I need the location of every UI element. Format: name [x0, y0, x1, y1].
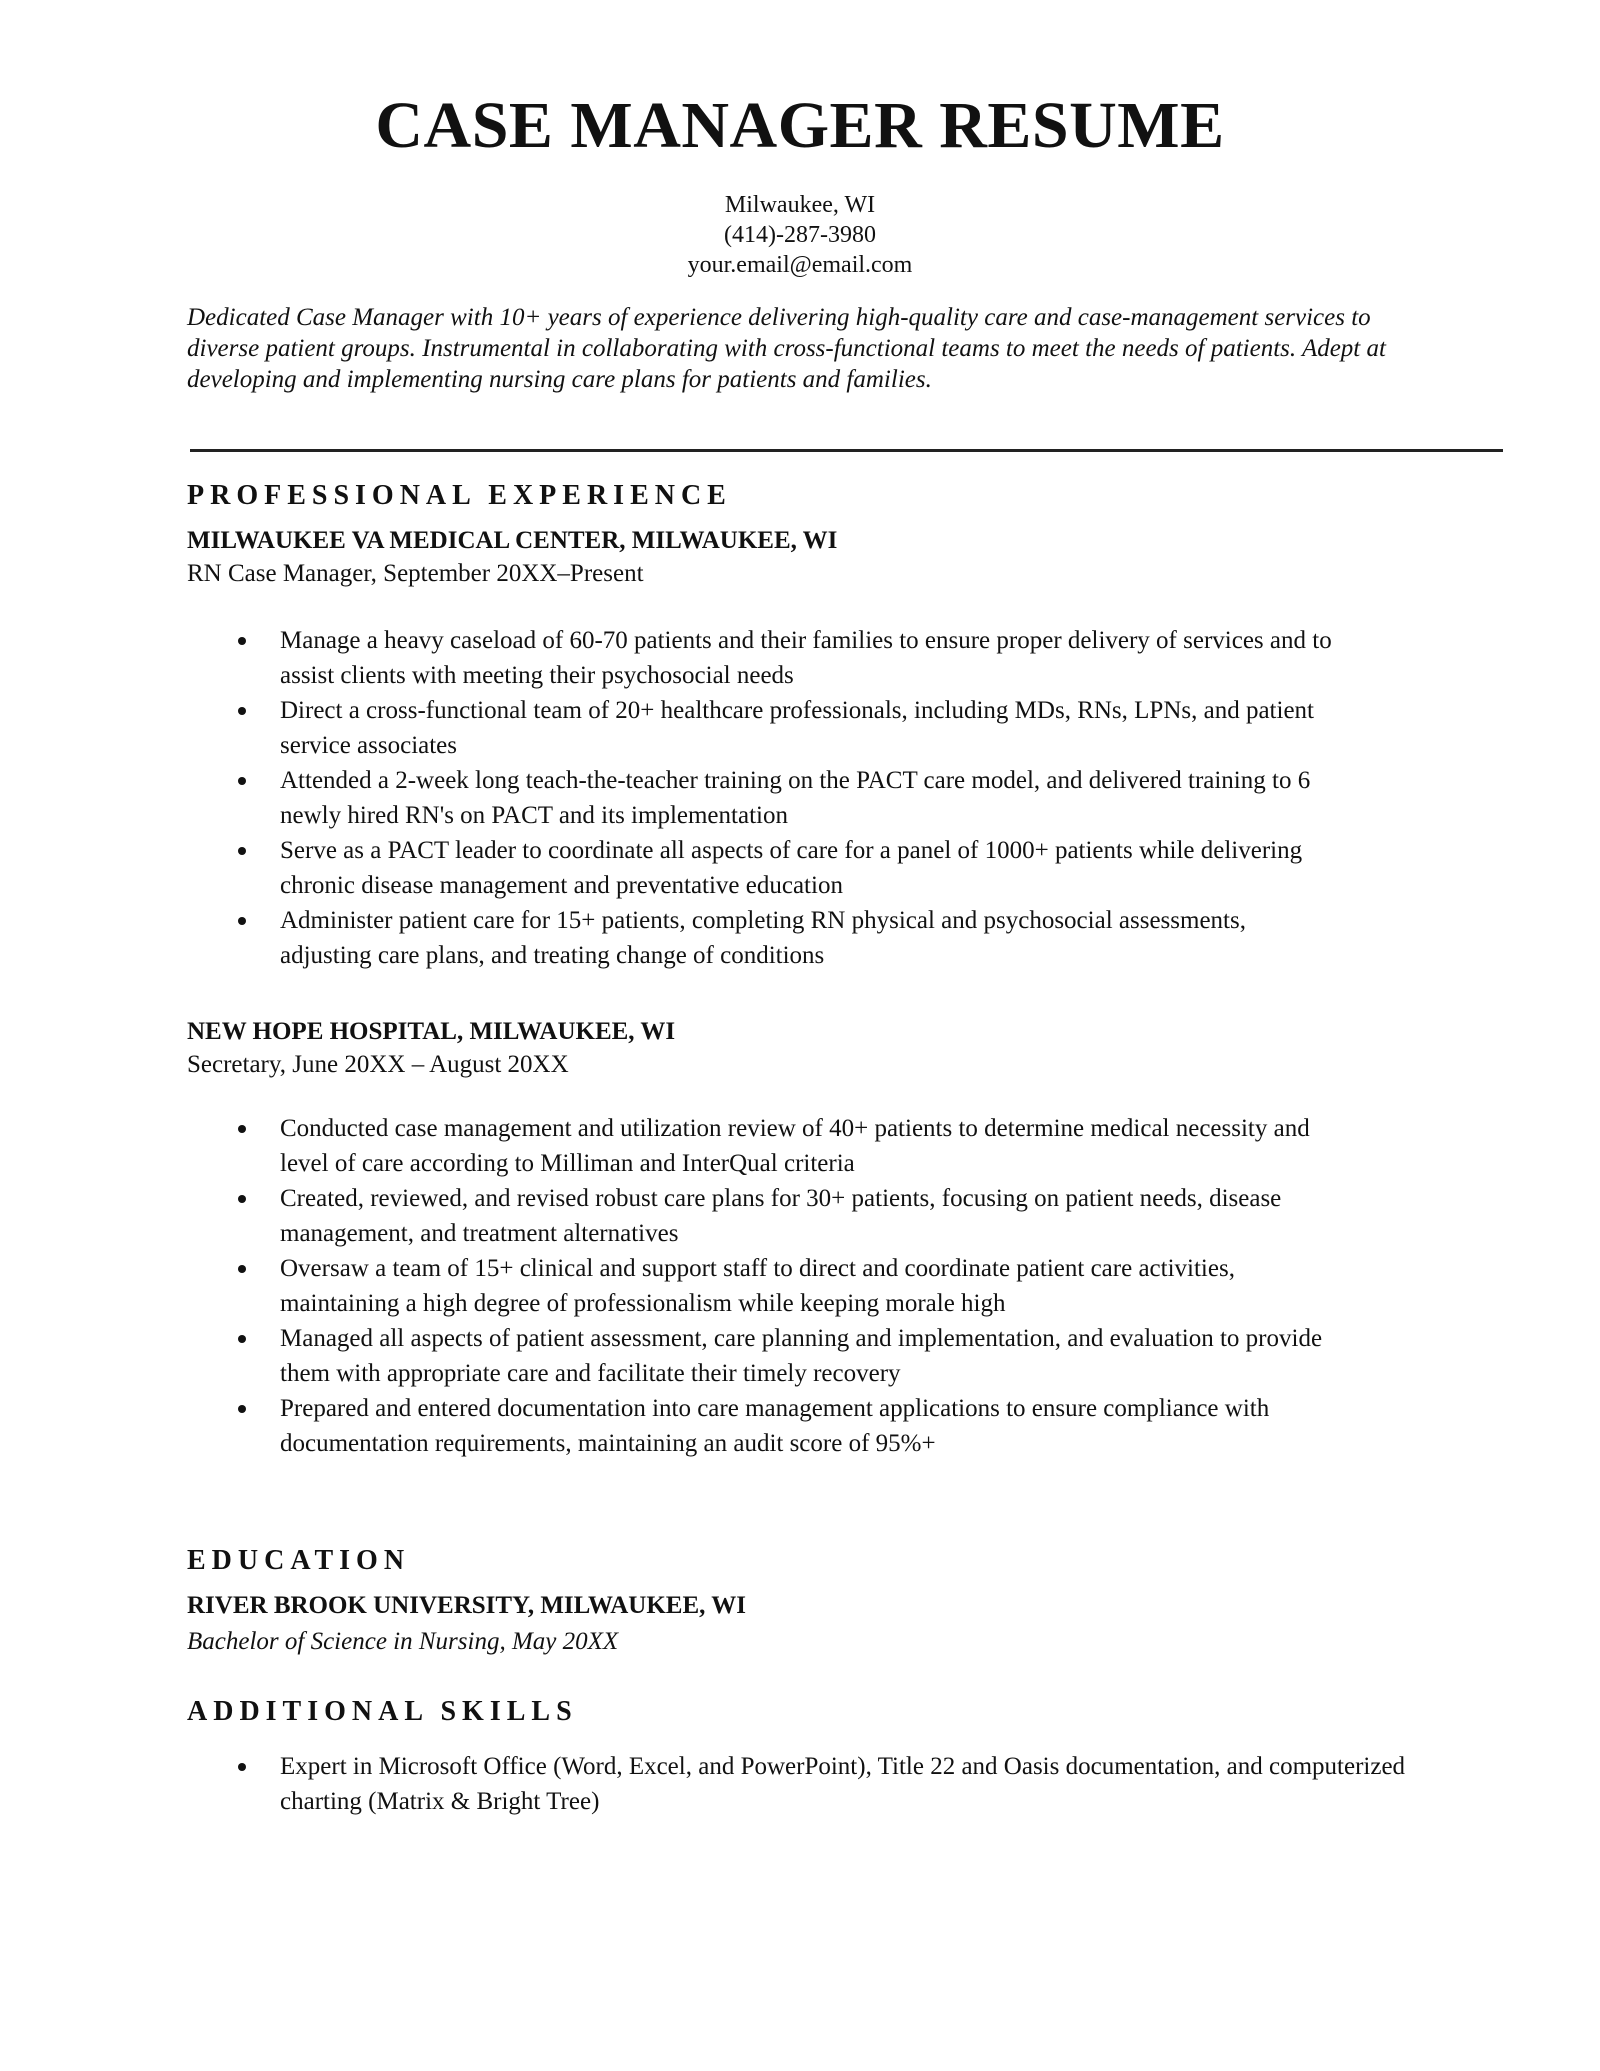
summary: Dedicated Case Manager with 10+ years of experience delivering high-quality care and case-management services to diverse patient groups. Instrumental in collaborating with cross-functional teams to meet the needs of patients. Adept at developing and implementing nursing care plans for patients and families. — [187, 304, 1386, 393]
divider — [190, 449, 1503, 452]
contact-location: Milwaukee, WI — [724, 192, 876, 218]
contact-phone: (414)-287-3980 — [724, 222, 876, 248]
education-school: RIVER BROOK UNIVERSITY, MILWAUKEE, WI — [187, 1592, 746, 1619]
list-item: Oversaw a team of 15+ clinical and support staff to direct and coordinate patient care activities, maintaining a high degree of professionalism while keeping morale high — [238, 1251, 1340, 1321]
list-item: Serve as a PACT leader to coordinate all aspects of care for a panel of 1000+ patients while delivering chronic disease management and preventative education — [238, 833, 1340, 903]
job-role: RN Case Manager, September 20XX–Present — [187, 560, 644, 587]
job-bullets — [238, 1111, 1438, 1461]
list-item: Direct a cross-functional team of 20+ healthcare professionals, including MDs, RNs, LPNs, and patient service associates — [238, 693, 1340, 763]
list-item: Attended a 2-week long teach-the-teacher training on the PACT care model, and delivered training to 6 newly hired RN's on PACT and its implementation — [238, 763, 1340, 833]
job-role: Secretary, June 20XX – August 20XX — [187, 1051, 569, 1078]
list-item: Managed all aspects of patient assessment, care planning and implementation, and evaluation to provide them with appropriate care and facilitate their timely recovery — [238, 1321, 1340, 1391]
list-item: Manage a heavy caseload of 60-70 patients and their families to ensure proper delivery of services and to assist clients with meeting their psychosocial needs — [238, 623, 1340, 693]
resume-title: CASE MANAGER RESUME — [375, 89, 1225, 162]
list-item: Conducted case management and utilization review of 40+ patients to determine medical necessity and level of care according to Milliman and InterQual criteria — [238, 1111, 1340, 1181]
job-company: MILWAUKEE VA MEDICAL CENTER, MILWAUKEE, WI — [187, 527, 838, 554]
section-heading-education: EDUCATION — [187, 1545, 411, 1576]
list-item: Expert in Microsoft Office (Word, Excel, and PowerPoint), Title 22 and Oasis documentation, and computerized charting (Matrix & Bright Tree) — [238, 1749, 1460, 1819]
job-bullets — [238, 623, 1438, 973]
skills-bullets — [238, 1749, 1438, 1819]
list-item: Prepared and entered documentation into care management applications to ensure compliance with documentation requirements, maintaining an audit score of 95%+ — [238, 1391, 1340, 1461]
contact-email: your.email@email.com — [687, 252, 913, 278]
contact-block — [0, 190, 1600, 280]
section-heading-experience: PROFESSIONAL EXPERIENCE — [187, 480, 732, 511]
section-heading-skills: ADDITIONAL SKILLS — [187, 1696, 578, 1727]
list-item: Created, reviewed, and revised robust care plans for 30+ patients, focusing on patient needs, disease management, and treatment alternatives — [238, 1181, 1340, 1251]
education-degree: Bachelor of Science in Nursing, May 20XX — [187, 1628, 619, 1655]
job-company: NEW HOPE HOSPITAL, MILWAUKEE, WI — [187, 1018, 676, 1045]
list-item: Administer patient care for 15+ patients, completing RN physical and psychosocial assessments, adjusting care plans, and treating change of conditions — [238, 903, 1340, 973]
